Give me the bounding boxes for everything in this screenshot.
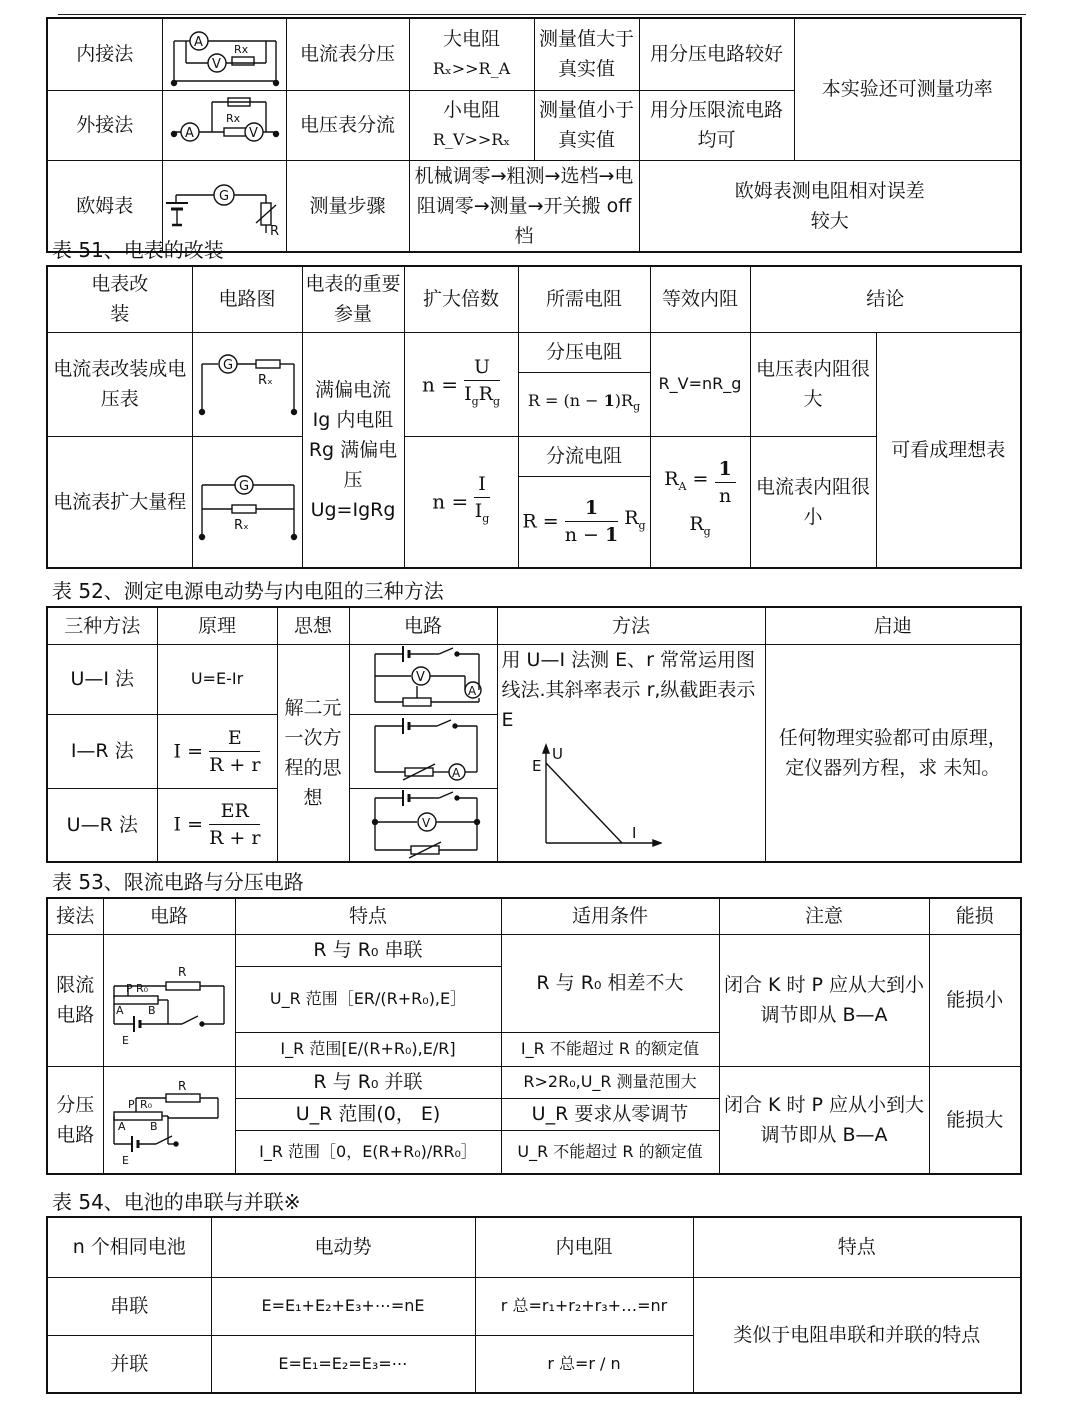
svg-text:V: V	[416, 670, 425, 685]
idea-equations: 解二元一次方程的思想	[277, 644, 349, 862]
svg-text:R: R	[269, 223, 279, 239]
divider-circuit-diagram-cell	[103, 1066, 235, 1174]
parallel-name: 并联	[47, 1335, 211, 1393]
outer-small-r: 小电阻	[442, 99, 500, 121]
limiting-loss: 能损小	[929, 934, 1021, 1066]
inner-connection-diagram	[166, 21, 284, 87]
parallel-emf: E=E₁=E₂=E₃=⋯	[211, 1335, 475, 1393]
header-conclusion: 结论	[750, 266, 1021, 332]
graph-method-text: 用 U—I 法测 E、r 常常运用图线法.其斜率表示 r,纵截距表示 E	[501, 648, 756, 731]
series-emf: E=E₁+E₂+E₃+⋯=nE	[211, 1277, 475, 1335]
table-53	[46, 897, 1022, 1175]
header-params: 电表的重要参量	[302, 266, 404, 332]
ohmmeter-steps-label: 测量步骤	[286, 160, 409, 252]
divider-loss: 能损大	[929, 1066, 1021, 1174]
limiting-feature-ir: I_R 范围[E/(R+R₀),E/R]	[235, 1032, 501, 1066]
divider-resistor-formula: $R = (n - 1)R_g$	[518, 372, 650, 436]
voltage-divider-diagram	[106, 1072, 232, 1168]
power-note: 本实验还可测量功率	[794, 18, 1021, 160]
header-cells: n 个相同电池	[47, 1217, 211, 1277]
row-ohmmeter-name: 欧姆表	[47, 160, 162, 252]
method-ir: I—R 法	[47, 714, 157, 788]
table-52	[46, 606, 1022, 863]
svg-text:A: A	[116, 1004, 124, 1017]
inner-circuit-choice: 用分压电路较好	[639, 18, 794, 90]
extend-ammeter-range: 电流表扩大量程	[47, 436, 192, 568]
header-circuit: 电路	[103, 898, 235, 934]
svg-text:E: E	[122, 1034, 129, 1047]
divider-feature-ur: U_R 范围(0， E)	[235, 1098, 501, 1130]
ammeter-multiple: n = $\frac{I}{I_g}$	[404, 436, 518, 568]
divider-cond-rated: U_R 不能超过 R 的额定值	[501, 1130, 719, 1174]
svg-text:P: P	[128, 1097, 135, 1111]
svg-text:E: E	[531, 756, 541, 775]
shunt-resistor-label: 分流电阻	[518, 436, 650, 476]
ideal-meter: 可看成理想表	[876, 332, 1021, 568]
divider-cond-zero: U_R 要求从零调节	[501, 1098, 719, 1130]
ohmmeter-diagram	[166, 173, 284, 239]
svg-text:G: G	[238, 478, 249, 494]
divider-resistor-label: 分压电阻	[518, 332, 650, 372]
header-internal-resistance: 内电阻	[475, 1217, 693, 1277]
header-energy-loss: 能损	[929, 898, 1021, 934]
svg-text:R: R	[178, 1078, 187, 1093]
limiting-circuit-name: 限流电路	[47, 934, 103, 1066]
svg-text:V: V	[248, 126, 258, 141]
header-modify: 电表改装	[47, 266, 192, 332]
svg-text:Rx: Rx	[233, 43, 248, 57]
header-features: 特点	[235, 898, 501, 934]
svg-text:A: A	[468, 684, 477, 698]
row-outer-name: 外接法	[47, 90, 162, 160]
svg-text:B: B	[150, 1119, 158, 1133]
ur-method-circuit	[353, 790, 493, 860]
header-notes: 注意	[719, 898, 929, 934]
divider-note: 闭合 K 时 P 应从小到大调节即从 B—A	[719, 1066, 929, 1174]
header-internal: 等效内阻	[650, 266, 750, 332]
table-51	[46, 265, 1022, 569]
svg-text:A: A	[184, 126, 194, 141]
shunt-resistor-formula: R = $\frac{1}{n - 1}$ $R_g$	[518, 476, 650, 568]
circuit-ui	[349, 644, 497, 714]
outer-connection-diagram	[166, 92, 284, 158]
top-rule	[58, 14, 1026, 15]
parallel-resistance: r 总=r / n	[475, 1335, 693, 1393]
ohmmeter-error: 欧姆表测电阻相对误差较大	[639, 160, 1021, 252]
limiting-feature-ur: U_R 范围［ER/(R+R₀),E］	[235, 966, 501, 1032]
voltmeter-multiple: n = $\frac{U}{I_gR_g}$	[404, 332, 518, 436]
inner-measure: 测量值大于真实值	[534, 18, 639, 90]
caption-table-52: 表 52、测定电源电动势与内电阻的三种方法	[52, 579, 444, 603]
limiting-cond-r: R 与 R₀ 相差不大	[501, 934, 719, 1032]
table-54	[46, 1216, 1022, 1394]
ammeter-internal: $R_A$ = $\frac{1}{n}$ $R_g$	[650, 436, 750, 568]
inner-big-r: 大电阻	[442, 28, 500, 51]
header-methods: 三种方法	[47, 607, 157, 644]
header-multiple: 扩大倍数	[404, 266, 518, 332]
header-connection: 接法	[47, 898, 103, 934]
outer-circuit-choice: 用分压限流电路均可	[639, 90, 794, 160]
header-idea: 思想	[277, 607, 349, 644]
caption-table-54: 表 54、电池的串联与并联※	[52, 1190, 301, 1214]
ammeter-modification-diagram	[196, 459, 300, 545]
modify-to-voltmeter: 电流表改装成电压表	[47, 332, 192, 436]
method-ui: U—I 法	[47, 644, 157, 714]
svg-text:R: R	[178, 965, 187, 979]
divider-feature-ir: I_R 范围［0，E(R+R₀)/RR₀］	[235, 1130, 501, 1174]
svg-text:Rₓ: Rₓ	[257, 373, 273, 388]
circuit-ammeter	[192, 436, 302, 568]
header-circuit: 电路图	[192, 266, 302, 332]
header-resistor: 所需电阻	[518, 266, 650, 332]
svg-text:U: U	[551, 744, 563, 763]
method-ur: U—R 法	[47, 788, 157, 862]
method-description	[497, 644, 765, 862]
principle-ur: I = $\frac{ER}{R + r}$	[157, 788, 277, 862]
principle-ir: I = $\frac{E}{R + r}$	[157, 714, 277, 788]
inner-feature: 电流表分压	[286, 18, 409, 90]
divider-feature-parallel: R 与 R₀ 并联	[235, 1066, 501, 1098]
caption-table-51: 表 51、电表的改装	[52, 238, 224, 262]
voltmeter-internal: R_V=nR_g	[650, 332, 750, 436]
experiment-insight: 任何物理实验都可由原理，定仪器列方程，求 未知。	[765, 644, 1021, 862]
table-50	[46, 17, 1022, 253]
svg-text:Rx: Rx	[225, 112, 240, 125]
circuit-ur	[349, 788, 497, 862]
outer-cond: R_V>>Rₓ	[432, 130, 511, 149]
battery-characteristics: 类似于电阻串联和并联的特点	[693, 1277, 1021, 1393]
header-principle: 原理	[157, 607, 277, 644]
current-limiting-diagram	[106, 952, 232, 1048]
u-i-graph	[522, 743, 662, 853]
outer-feature: 电压表分流	[286, 90, 409, 160]
svg-text:Rₓ: Rₓ	[233, 517, 249, 533]
ui-method-circuit	[353, 646, 493, 712]
voltmeter-modification-diagram	[196, 344, 300, 424]
svg-text:V: V	[211, 57, 221, 73]
caption-table-53: 表 53、限流电路与分压电路	[52, 870, 304, 894]
svg-text:A: A	[118, 1119, 126, 1133]
ohmmeter-steps: 机械调零→粗测→选档→电阻调零→测量→开关搬 off 档	[409, 160, 639, 252]
meter-params: 满偏电流 Ig 内电阻 Rg 满偏电压 Ug=IgRg	[302, 332, 404, 568]
outer-measure: 测量值小于真实值	[534, 90, 639, 160]
svg-text:G: G	[222, 358, 233, 373]
header-conditions: 适用条件	[501, 898, 719, 934]
ammeter-conclusion: 电流表内阻很小	[750, 436, 876, 568]
svg-text:P: P	[126, 982, 133, 995]
series-name: 串联	[47, 1277, 211, 1335]
svg-text:I: I	[631, 823, 636, 842]
limiting-feature-series: R 与 R₀ 串联	[235, 934, 501, 966]
header-circuit: 电路	[349, 607, 497, 644]
voltmeter-conclusion: 电压表内阻很大	[750, 332, 876, 436]
svg-text:G: G	[218, 188, 229, 204]
header-method: 方法	[497, 607, 765, 644]
series-resistance: r 总=r₁+r₂+r₃+…=nr	[475, 1277, 693, 1335]
header-characteristics: 特点	[693, 1217, 1021, 1277]
divider-circuit-name: 分压电路	[47, 1066, 103, 1174]
header-insight: 启迪	[765, 607, 1021, 644]
circuit-inner	[162, 18, 286, 90]
header-emf: 电动势	[211, 1217, 475, 1277]
svg-text:A: A	[193, 35, 203, 51]
limiting-circuit-diagram-cell	[103, 934, 235, 1066]
row-inner-name: 内接法	[47, 18, 162, 90]
svg-text:V: V	[422, 815, 431, 830]
inner-cond: Rₓ>>R_A	[432, 59, 511, 79]
svg-text:R₀: R₀	[140, 1097, 153, 1111]
ir-method-circuit	[353, 716, 493, 786]
circuit-voltmeter	[192, 332, 302, 436]
svg-text:R₀: R₀	[136, 982, 149, 995]
circuit-outer	[162, 90, 286, 160]
svg-text:B: B	[148, 1004, 156, 1017]
divider-cond-range: R>2R₀,U_R 测量范围大	[501, 1066, 719, 1098]
svg-text:A: A	[452, 766, 461, 780]
limiting-cond-ir: I_R 不能超过 R 的额定值	[501, 1032, 719, 1066]
limiting-note: 闭合 K 时 P 应从大到小调节即从 B—A	[719, 934, 929, 1066]
circuit-ir	[349, 714, 497, 788]
svg-text:E: E	[122, 1153, 129, 1167]
principle-ui: U=E-Ir	[157, 644, 277, 714]
